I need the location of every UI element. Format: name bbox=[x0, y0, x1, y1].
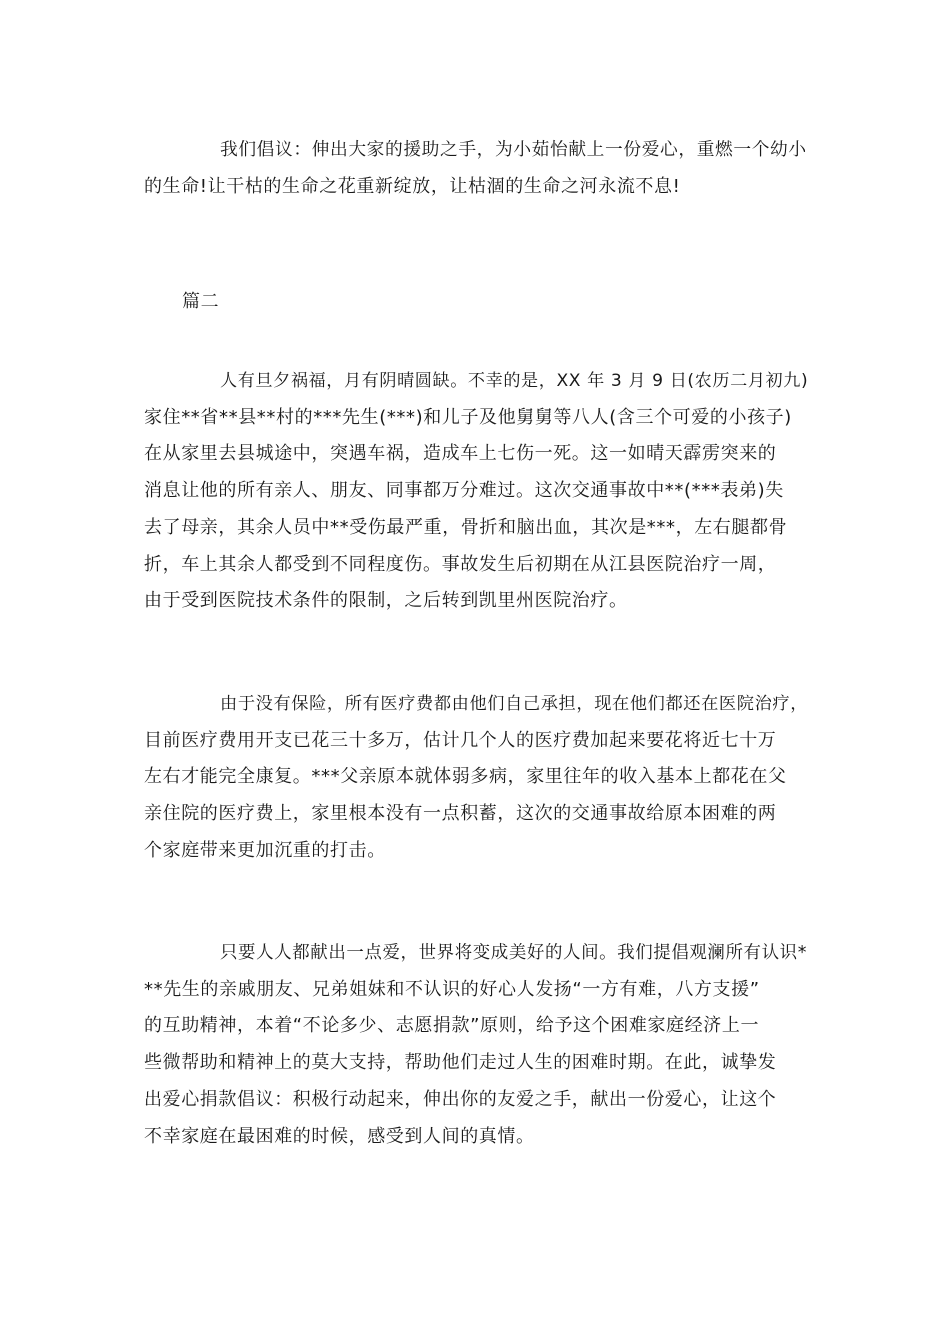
paragraph-line: 我们倡议：伸出大家的援助之手，为小茹怡献上一份爱心，重燃一个幼小 bbox=[220, 140, 807, 160]
paragraph-line: 由于受到医院技术条件的限制，之后转到凯里州医院治疗。 bbox=[144, 590, 628, 612]
paragraph-line: 由于没有保险，所有医疗费都由他们自己承担，现在他们都还在医院治疗， bbox=[220, 694, 809, 714]
paragraph-line: **先生的亲戚朋友、兄弟姐妹和不认识的好心人发扬“一方有难，八方支援” bbox=[144, 978, 760, 1000]
paragraph-line: 只要人人都献出一点爱，世界将变成美好的人间。我们提倡观澜所有认识* bbox=[220, 943, 808, 963]
paragraph-line: 去了母亲，其余人员中**受伤最严重，骨折和脑出血，其次是***，左右腿都骨 bbox=[144, 516, 788, 538]
paragraph-line: 家住**省**县**村的***先生(***)和儿子及他舅舅等八人(含三个可爱的小孩子) bbox=[144, 406, 792, 428]
paragraph-line: 左右才能完全康复。***父亲原本就体弱多病，家里往年的收入基本上都花在父 bbox=[144, 766, 787, 788]
section-heading: 篇二 bbox=[182, 291, 220, 312]
paragraph-line: 在从家里去县城途中，突遇车祸，造成车上七伤一死。这一如晴天霹雳突来的 bbox=[144, 443, 777, 465]
paragraph-line: 些微帮助和精神上的莫大支持，帮助他们走过人生的困难时期。在此，诚挚发 bbox=[144, 1052, 777, 1074]
paragraph-line: 的互助精神，本着“不论多少、志愿捐款”原则，给予这个困难家庭经济上一 bbox=[144, 1015, 760, 1037]
paragraph-medical-costs bbox=[144, 686, 809, 870]
paragraph-appeal bbox=[144, 132, 806, 205]
paragraph-line: 的生命!让干枯的生命之花重新绽放，让枯涸的生命之河永流不息! bbox=[144, 175, 681, 197]
paragraph-line: 折，车上其余人都受到不同程度伤。事故发生后初期在从江县医院治疗一周， bbox=[144, 553, 777, 575]
paragraph-line: 出爱心捐款倡议：积极行动起来，伸出你的友爱之手，献出一份爱心，让这个 bbox=[144, 1088, 777, 1110]
paragraph-line: 目前医疗费用开支已花三十多万，估计几个人的医疗费加起来要花将近七十万 bbox=[144, 729, 777, 751]
paragraph-line: 亲住院的医疗费上，家里根本没有一点积蓄，这次的交通事故给原本困难的两 bbox=[144, 803, 777, 825]
paragraph-line: 不幸家庭在最困难的时候，感受到人间的真情。 bbox=[144, 1125, 535, 1147]
paragraph-line: 人有旦夕祸福，月有阴晴圆缺。不幸的是，XX 年 3 月 9 日(农历二月初九) bbox=[220, 371, 809, 391]
paragraph-accident bbox=[144, 363, 809, 620]
paragraph-line: 消息让他的所有亲人、朋友、同事都万分难过。这次交通事故中**(***表弟)失 bbox=[144, 480, 784, 502]
paragraph-line: 个家庭带来更加沉重的打击。 bbox=[144, 839, 386, 861]
paragraph-donation-appeal bbox=[144, 935, 806, 1155]
